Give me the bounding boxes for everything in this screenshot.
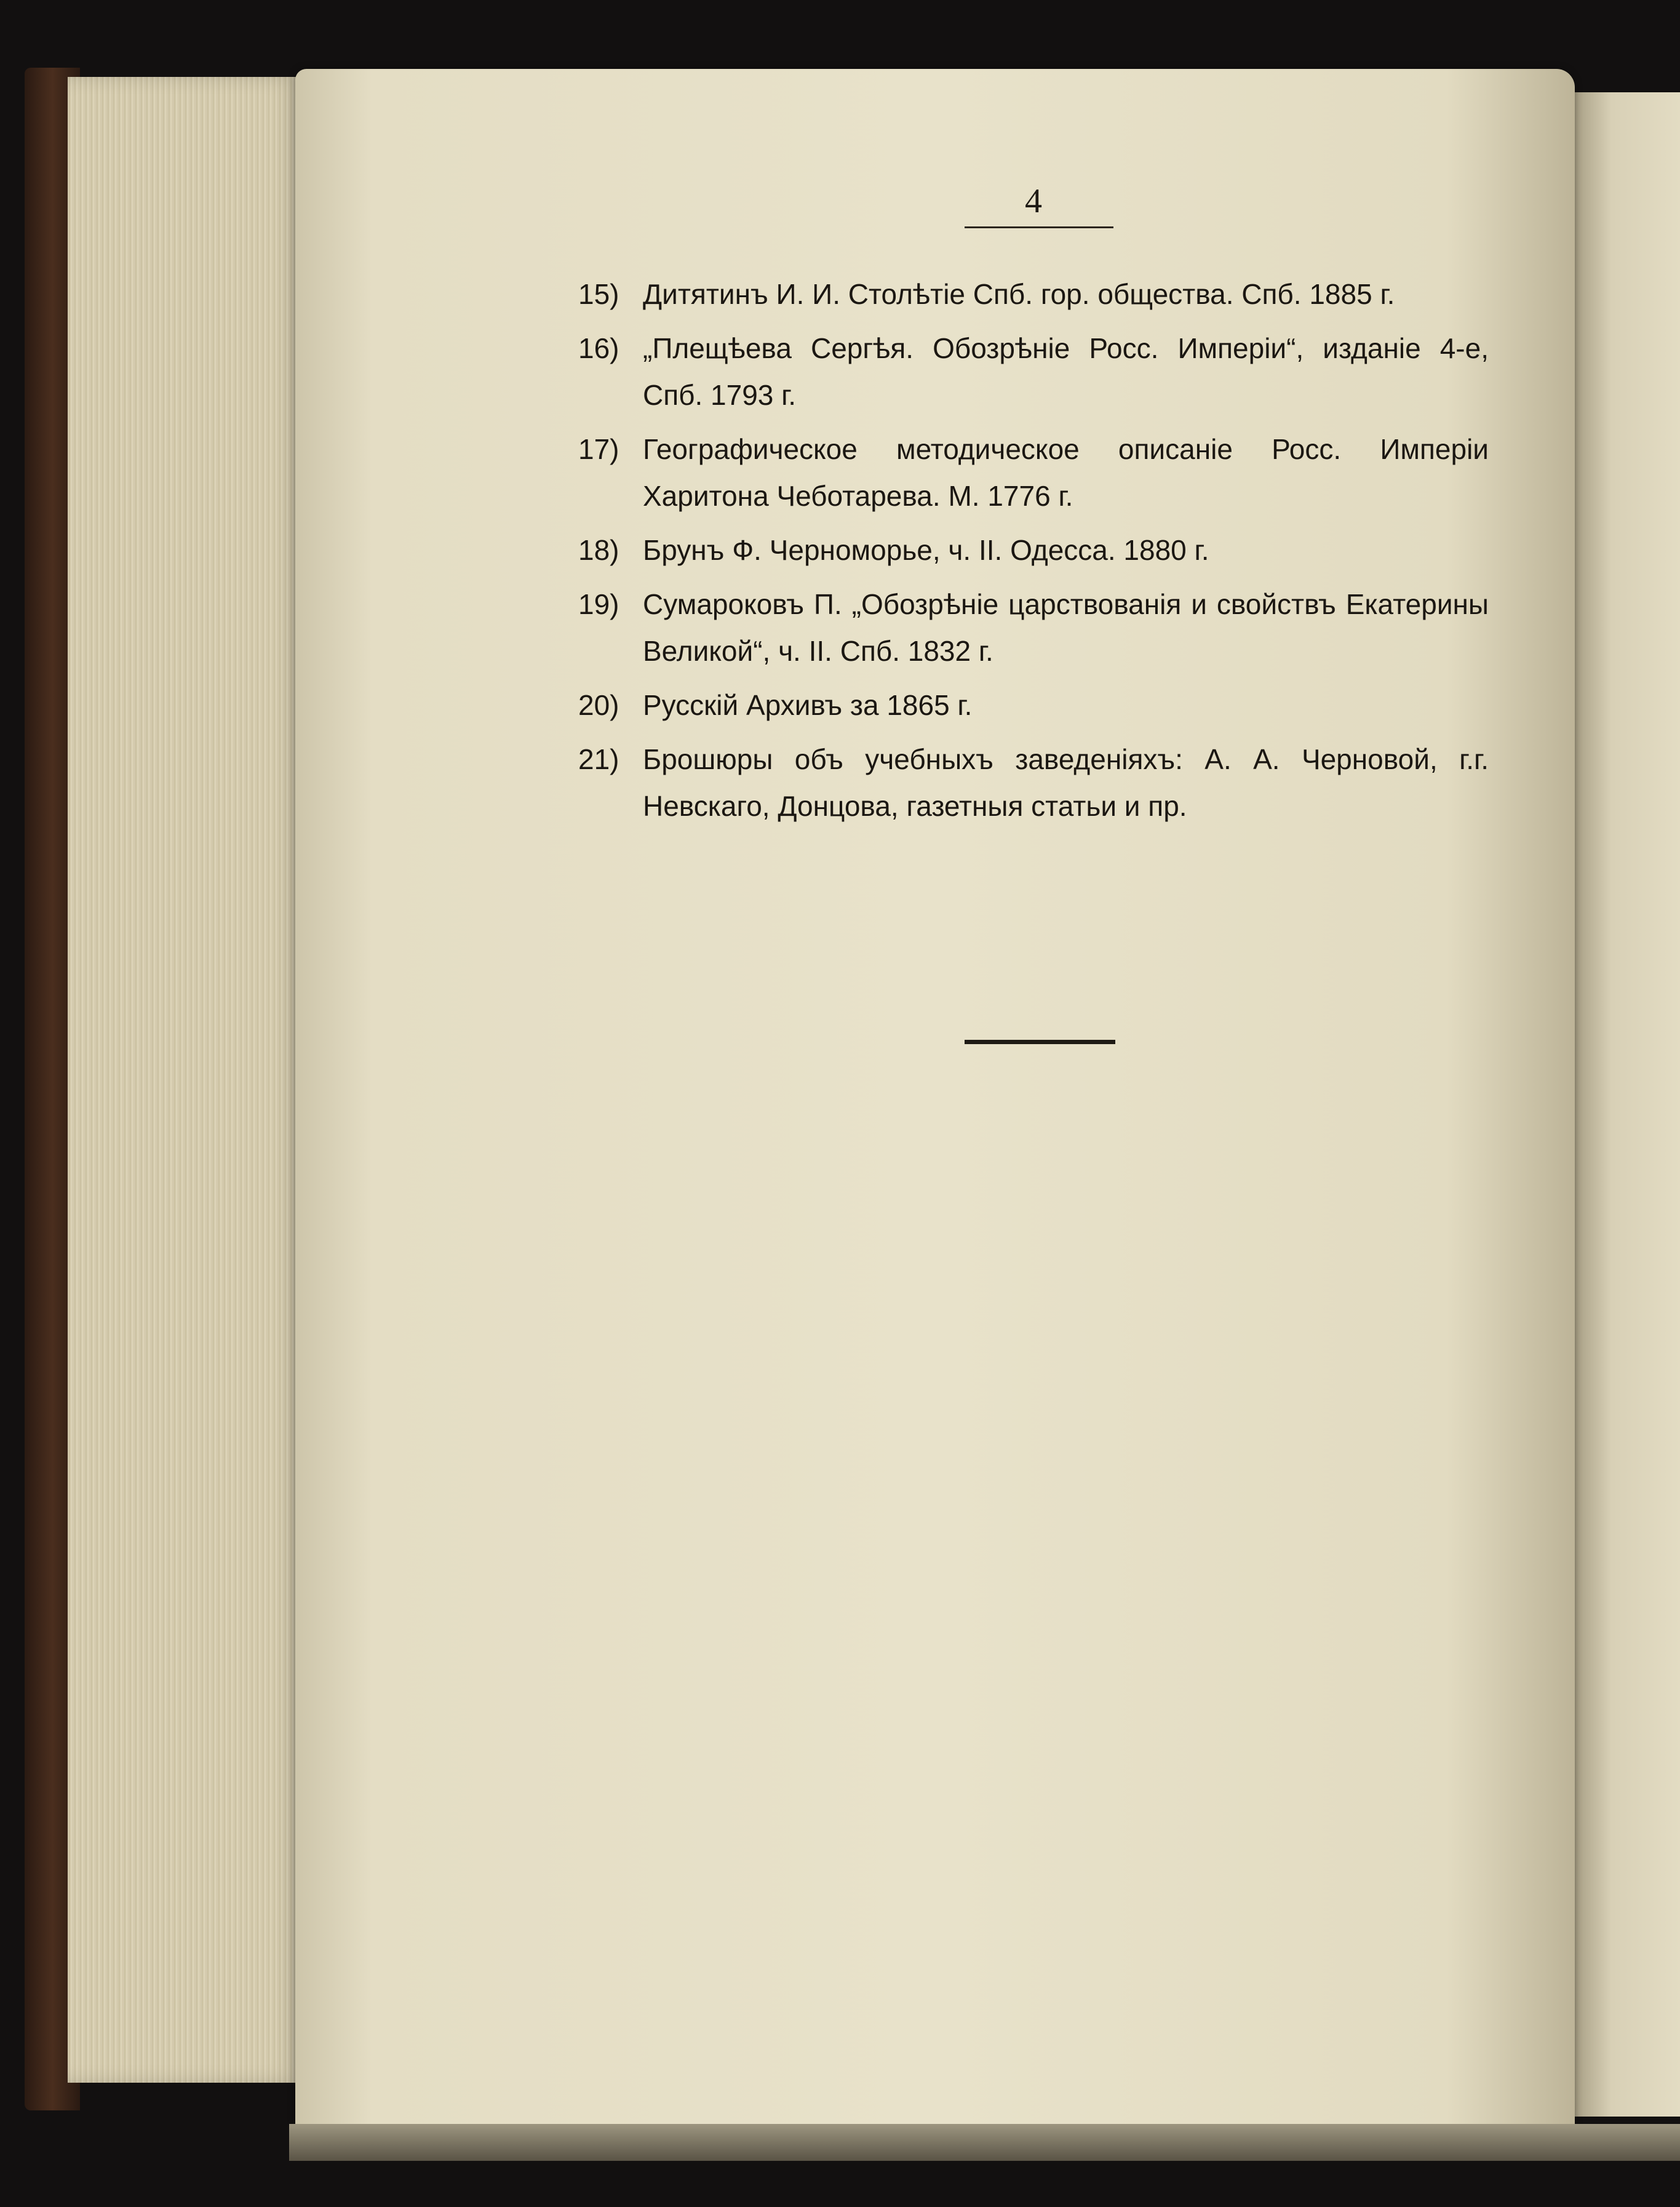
entry-text: Сумароковъ П. „Обозрѣніе царствованія и свойствъ Екатерины Великой“, ч. II. Спб. 1832 г.	[643, 588, 1489, 667]
page-stack-edges	[68, 77, 301, 2083]
list-item	[578, 736, 1489, 829]
page-number: 4	[1025, 182, 1042, 220]
entry-text: Брунъ Ф. Черноморье, ч. II. Одесса. 1880 г.	[643, 534, 1209, 566]
entry-number: 19)	[578, 588, 619, 620]
entry-text: Брошюры объ учебныхъ заведеніяхъ: А. А. Черновой, г.г. Невскаго, Донцова, газетныя статьи и пр.	[643, 743, 1489, 822]
entry-number: 16)	[578, 332, 619, 364]
entry-number: 17)	[578, 433, 619, 465]
entry-number: 20)	[578, 689, 619, 721]
facing-page-edge	[1575, 92, 1680, 2117]
list-item	[578, 271, 1489, 317]
entry-text: „Плещѣева Сергѣя. Обозрѣніе Росс. Имперіи“, изданіе 4-е, Спб. 1793 г.	[643, 332, 1489, 411]
list-item	[578, 682, 1489, 728]
entry-number: 21)	[578, 743, 619, 775]
entry-text: Географическое методическое описаніе Росс. Имперіи Харитона Чеботарева. М. 1776 г.	[643, 433, 1489, 512]
list-item	[578, 527, 1489, 573]
entry-number: 15)	[578, 278, 619, 310]
entry-text: Русскій Архивъ за 1865 г.	[643, 689, 973, 721]
entry-number: 18)	[578, 534, 619, 566]
list-item	[578, 325, 1489, 418]
header-rule	[965, 226, 1113, 228]
list-item	[578, 426, 1489, 519]
bibliography-list	[578, 271, 1489, 837]
list-item	[578, 581, 1489, 674]
section-rule	[965, 1040, 1115, 1044]
entry-text: Дитятинъ И. И. Столѣтіе Спб. гор. общества. Спб. 1885 г.	[643, 278, 1395, 310]
page-bottom-edge	[289, 2124, 1680, 2161]
